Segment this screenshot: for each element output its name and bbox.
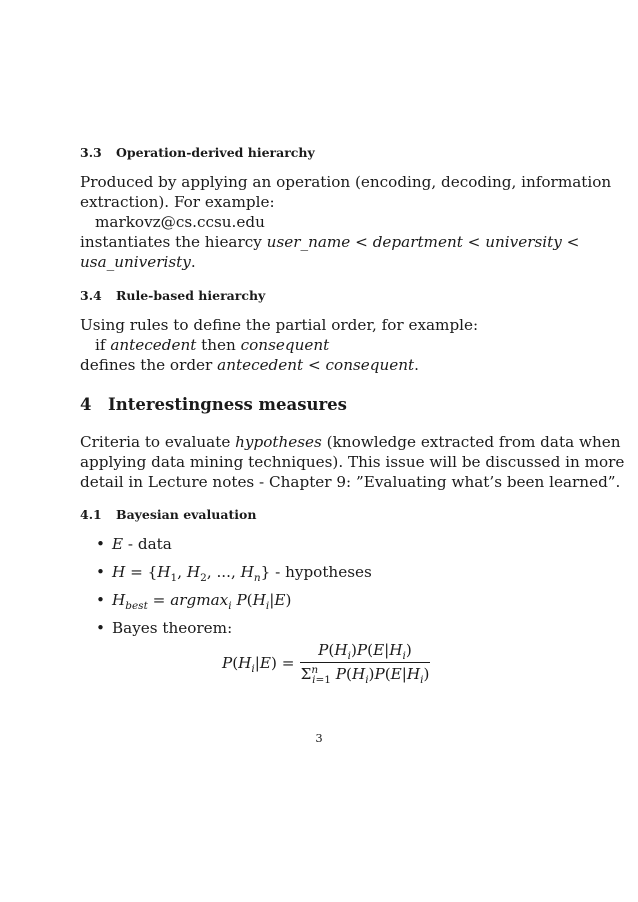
bullet-item-hbest: • $H_{best} = argmax_i$ $P(H_i|E)$ xyxy=(96,591,292,613)
paragraph-line: detail in Lecture notes - Chapter 9: ”Evaluating what’s been learned”. xyxy=(80,473,621,491)
section-number: 3.4 xyxy=(80,288,102,303)
section-3-3-heading xyxy=(80,145,315,160)
rule-example: if antecedent then consequent xyxy=(95,336,330,354)
paragraph-line: Criteria to evaluate hypotheses (knowledge extracted from data when xyxy=(80,433,621,451)
bullet-icon: • xyxy=(96,535,105,553)
section-title: Operation-derived hierarchy xyxy=(116,145,315,160)
paragraph-line: instantiates the hiearcy user_name < department < university < xyxy=(80,233,580,251)
paragraph-line: extraction). For example: xyxy=(80,193,275,211)
section-3-4-heading xyxy=(80,288,265,303)
bullet-icon: • xyxy=(96,563,105,581)
paragraph-line: Using rules to define the partial order, for example: xyxy=(80,316,479,334)
bullet-icon: • xyxy=(96,619,105,637)
section-title: Rule-based hierarchy xyxy=(116,288,266,303)
section-number: 3.3 xyxy=(80,145,102,160)
bullet-item-hypotheses: • $H = \{H_1$, $H_2$, ..., $H_n$} - hypotheses xyxy=(96,563,372,585)
paragraph-line: defines the order antecedent < consequent. xyxy=(80,356,419,374)
bullet-item-bayes: • Bayes theorem: xyxy=(96,619,233,637)
section-number: 4 xyxy=(80,395,92,414)
bullet-item-data: • E - data xyxy=(96,535,172,553)
paragraph-line: applying data mining techniques). This issue will be discussed in more xyxy=(80,453,625,471)
section-title: Interestingness measures xyxy=(108,395,347,414)
formula-numerator: $P(H_i)P(E|H_i)$ xyxy=(318,641,412,663)
formula-fraction xyxy=(298,640,432,685)
paragraph-line: Produced by applying an operation (encoding, decoding, information xyxy=(80,173,612,191)
section-4-heading xyxy=(80,395,347,414)
page-number: 3 xyxy=(315,731,323,745)
bullet-icon: • xyxy=(96,591,105,609)
formula-lhs: $P(H_i|E)$ = xyxy=(222,654,295,676)
section-title: Bayesian evaluation xyxy=(116,507,257,522)
section-number: 4.1 xyxy=(80,507,102,522)
email-example: markovz@cs.ccsu.edu xyxy=(95,213,265,231)
paragraph-line: usa_univeristy. xyxy=(80,253,196,271)
formula-denominator: $\Sigma^n_{i=1}$ $P(H_i)P(E|H_i)$ xyxy=(300,663,430,687)
section-4-1-heading xyxy=(80,507,256,522)
